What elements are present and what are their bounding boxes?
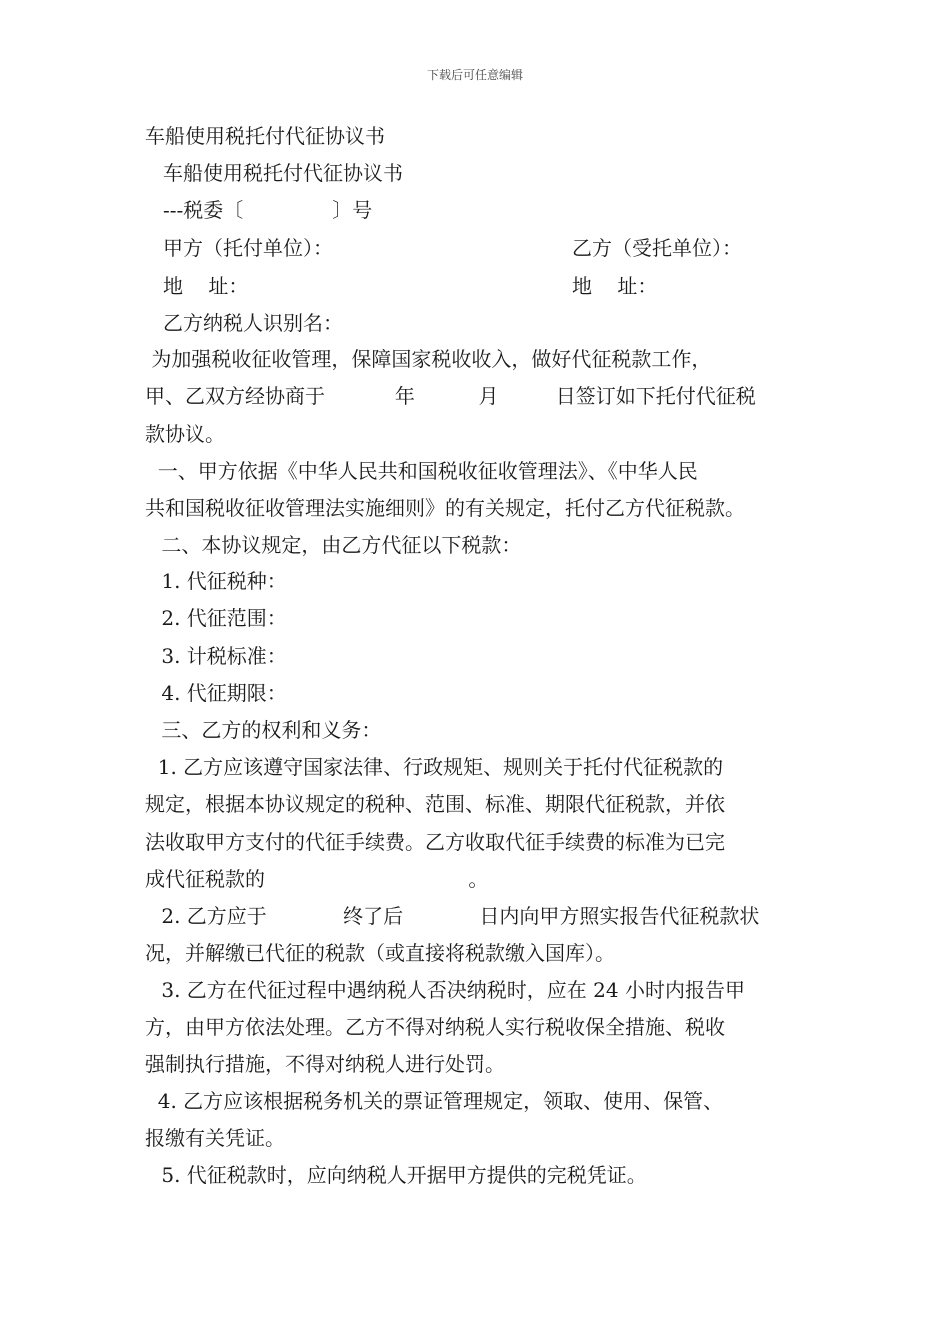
paragraph-line: 成代征税款的 。 — [145, 867, 489, 891]
paragraph-line: 况，并解缴已代征的税款（或直接将税款缴入国库）。 — [145, 941, 615, 965]
list-item: 4. 代征期限： — [155, 681, 287, 705]
paragraph-line: 报缴有关凭证。 — [145, 1126, 285, 1150]
party-b-address: 地 址： — [572, 274, 658, 298]
section-heading: 三、乙方的权利和义务： — [155, 718, 382, 742]
paragraph-line: 5. 代征税款时，应向纳税人开据甲方提供的完税凭证。 — [155, 1163, 647, 1187]
document-title: 车船使用税托付代征协议书 — [145, 124, 385, 148]
paragraph-line: 方，由甲方依法处理。乙方不得对纳税人实行税收保全措施、税收 — [145, 1015, 725, 1039]
paragraph-line: 为加强税收征收管理，保障国家税收收入，做好代征税款工作， — [145, 347, 712, 371]
paragraph-line: 2. 乙方应于 终了后 日内向甲方照实报告代征税款状 — [155, 904, 760, 928]
paragraph-line: 规定，根据本协议规定的税种、范围、标准、期限代征税款，并依 — [145, 792, 725, 816]
header-note: 下载后可任意编辑 — [426, 68, 523, 82]
paragraph-line: 一、甲方依据《中华人民共和国税收征收管理法》、《中华人民 — [145, 459, 698, 483]
party-b-label: 乙方（受托单位）： — [572, 236, 742, 260]
paragraph-line: 强制执行措施，不得对纳税人进行处罚。 — [145, 1052, 505, 1076]
paragraph-line: 共和国税收征收管理法实施细则》的有关规定，托付乙方代征税款。 — [145, 496, 745, 520]
paragraph-line: 款协议。 — [145, 422, 225, 446]
paragraph-line: 4. 乙方应该根据税务机关的票证管理规定，领取、使用、保管、 — [145, 1089, 724, 1113]
taxpayer-id-label: 乙方纳税人识别名： — [163, 311, 343, 335]
document-number: ---税委〔 〕号 — [163, 198, 373, 222]
section-heading: 二、本协议规定，由乙方代征以下税款： — [155, 533, 522, 557]
party-a-address: 地 址： — [163, 274, 249, 298]
paragraph-line: 法收取甲方支付的代征手续费。乙方收取代征手续费的标准为已完 — [145, 830, 725, 854]
list-item: 2. 代征范围： — [155, 606, 287, 630]
list-item: 3. 计税标准： — [155, 644, 287, 668]
paragraph-line: 3. 乙方在代征过程中遇纳税人否决纳税时，应在 24 小时内报告甲 — [155, 978, 745, 1002]
party-a-label: 甲方（托付单位）： — [163, 236, 333, 260]
paragraph-line: 1. 乙方应该遵守国家法律、行政规矩、规则关于托付代征税款的 — [145, 755, 724, 779]
document-subtitle: 车船使用税托付代征协议书 — [163, 161, 403, 185]
paragraph-line: 甲、乙双方经协商于 年 月 日签订如下托付代征税 — [145, 384, 756, 408]
list-item: 1. 代征税种： — [155, 569, 287, 593]
